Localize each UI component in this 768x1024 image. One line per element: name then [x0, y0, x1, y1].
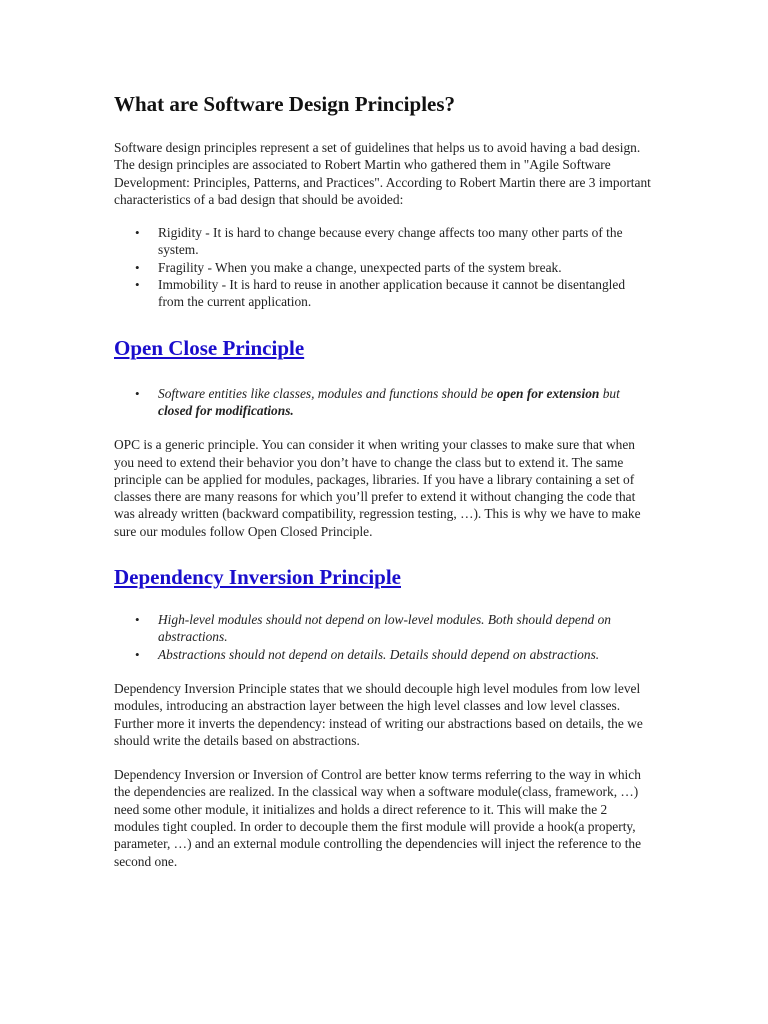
ocp-definition-text: Software entities like classes, modules and functions should be: [158, 385, 497, 401]
dip-paragraph-2: Dependency Inversion or Inversion of Control are better know terms referring to the way in which the dependencies are realized. In the classical way when a software module(class, framework, …) need some other module, it initializes and holds a direct reference to it. This will make the 2 modules tight coupled. In order to decouple them the first module will provide a hook(a property, parameter, …) and an external module controlling the dependencies will inject the reference to the second one.: [114, 767, 642, 869]
ocp-definition-bold: open for extension: [496, 385, 600, 401]
document-page: [114, 90, 654, 870]
list-item: [158, 385, 654, 420]
dip-heading-link[interactable]: Dependency Inversion Principle: [114, 565, 401, 590]
dip-definition-text: Abstractions should not depend on details. Details should depend on abstractions.: [158, 646, 600, 662]
list-item: • Rigidity - It is hard to change because every change affects too many other parts of the system.: [158, 224, 654, 259]
dip-definition-text: High-level modules should not depend on low-level modules. Both should depend on abstractions.: [158, 612, 611, 645]
list-item: • Fragility - When you make a change, unexpected parts of the system break.: [158, 259, 654, 276]
ocp-heading-link[interactable]: Open Close Principle: [114, 335, 305, 360]
bad-design-list: [114, 224, 654, 310]
intro-paragraph: Software design principles represent a set of guidelines that helps us to avoid having a bad design. The design principles are associated to Robert Martin who gathered them in "Agile Software Development: Principles, Patterns, and Practices". According to Robert Martin there are 3 important characteristics of a bad design that should be avoided:: [114, 140, 651, 207]
list-item: [158, 611, 654, 646]
ocp-definition-list: [114, 385, 654, 420]
ocp-definition-text: but: [599, 385, 620, 401]
list-item: • Immobility - It is hard to reuse in another application because it cannot be disentangled from the current application.: [158, 276, 654, 311]
list-item: [158, 646, 654, 663]
page-title: What are Software Design Principles?: [114, 92, 456, 116]
dip-paragraph-1: Dependency Inversion Principle states that we should decouple high level modules from low level modules, introducing an abstraction layer between the high level classes and low level classes. Further more it inverts the dependency: instead of writing our abstractions based on details, the we should write the details based on abstractions.: [114, 680, 643, 748]
ocp-paragraph: OPC is a generic principle. You can consider it when writing your classes to make sure that when you need to extend their behavior you don’t have to change the class but to extend it. The same principle can be applied for modules, packages, libraries. If you have a library containing a set of classes there are many reasons for which you’ll prefer to extend it without changing the code that was already written (backward compatibility, regression testing, …). This is why we have to make sure our modules follow Open Closed Principle.: [114, 437, 641, 539]
ocp-definition-bold: closed for modifications.: [158, 402, 294, 418]
dip-definition-list: [114, 611, 654, 663]
